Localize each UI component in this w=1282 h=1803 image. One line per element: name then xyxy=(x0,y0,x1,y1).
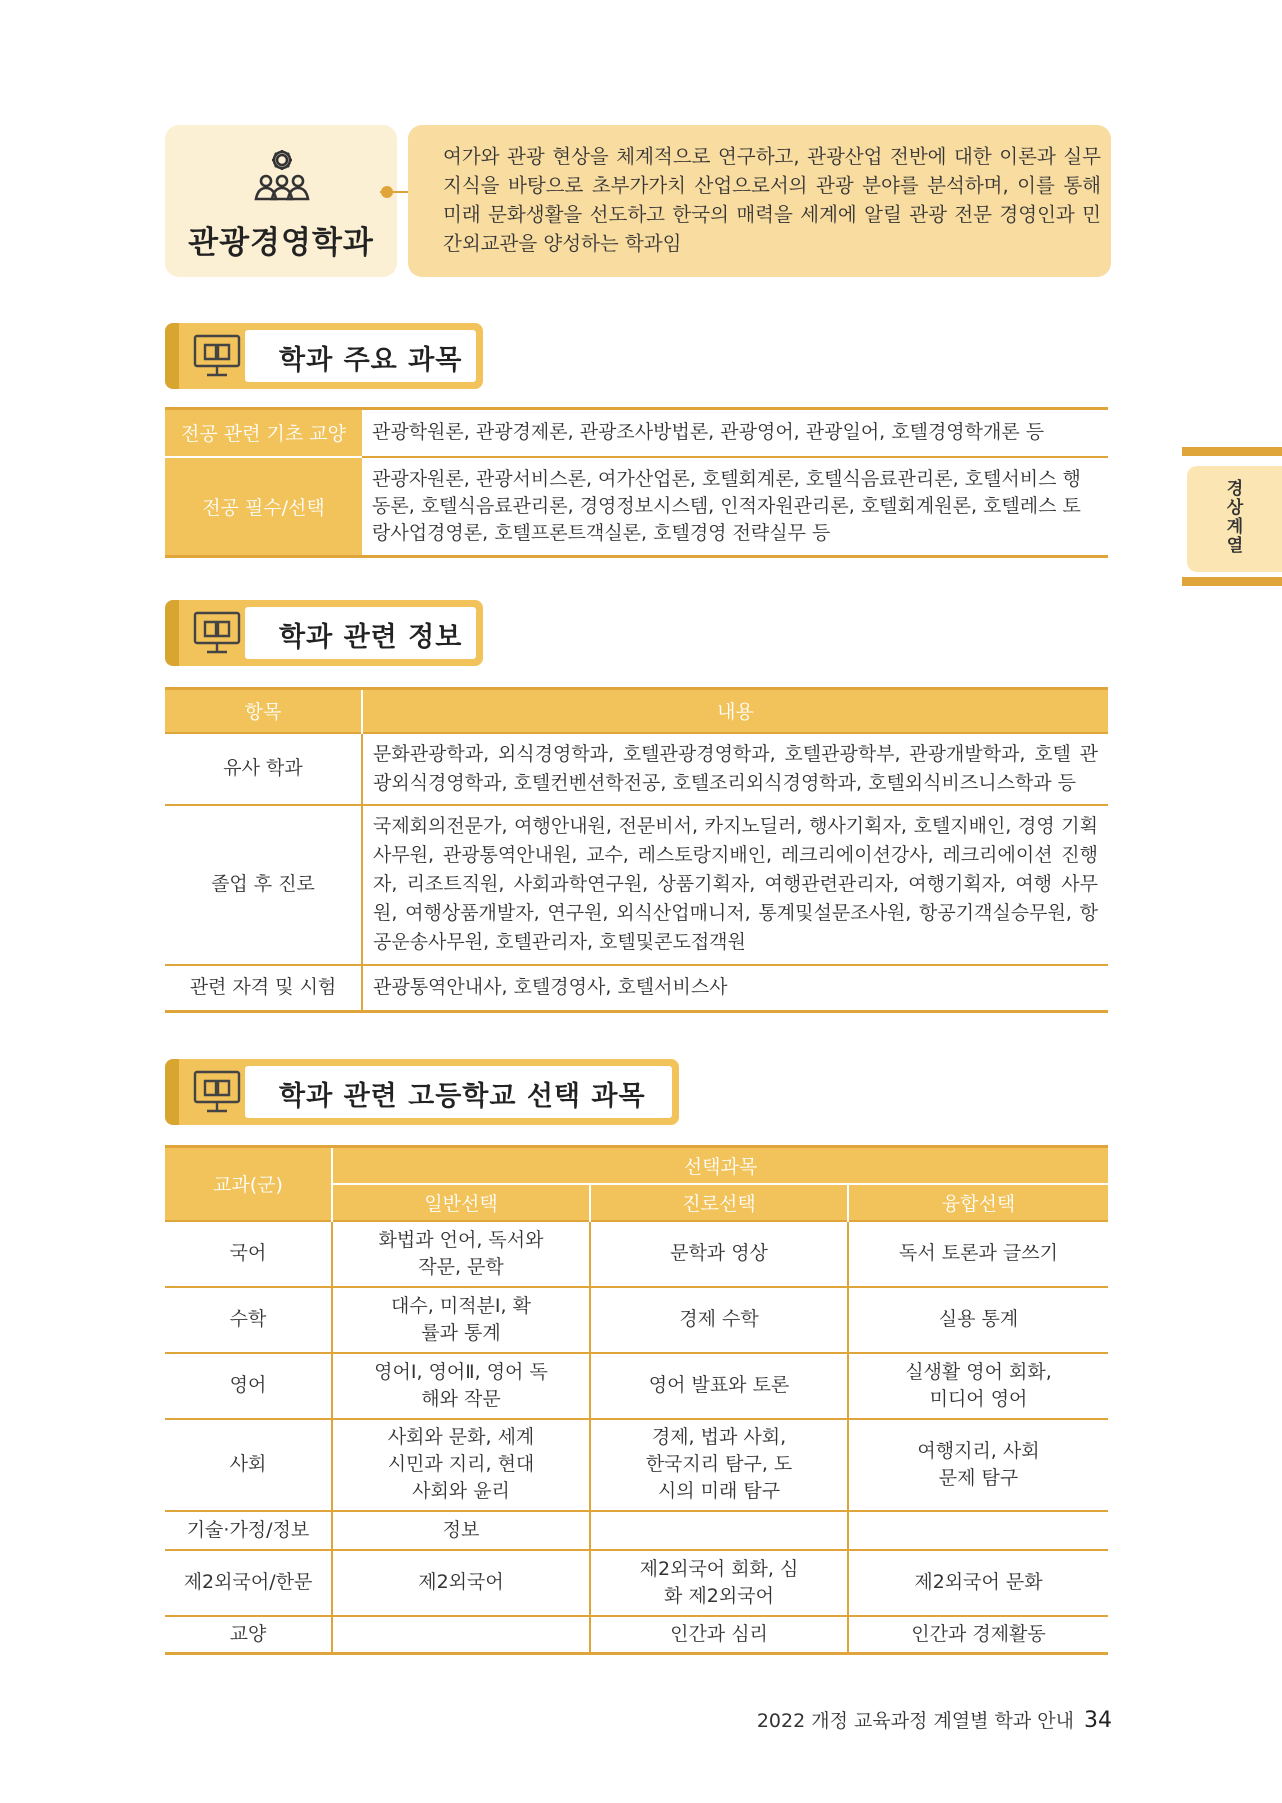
section-header-highschool-courses xyxy=(165,1059,679,1125)
table-row xyxy=(165,733,1108,805)
section-header-related-info xyxy=(165,600,483,666)
subject-cell: 사회 xyxy=(165,1419,332,1511)
subject-cell: 교양 xyxy=(165,1616,332,1654)
monitor-book-icon xyxy=(192,1069,242,1115)
department-description: 여가와 관광 현상을 체계적으로 연구하고, 관광산업 전반에 대한 이론과 실무 지식을 바탕으로 초부가가치 산업으로서의 관광 분야를 분석하며, 이를 통해 미래 문화생활을 선도하고 한국의 매력을 세계에 알릴 관광 전문 경영인과 민간외교관을 양성하는 학과임 xyxy=(408,125,1111,277)
gear-people-icon xyxy=(250,147,314,205)
career-cell: 인간과 심리 xyxy=(590,1616,848,1654)
general-cell: 화법과 언어, 독서와 작문, 문학 xyxy=(332,1221,590,1287)
row-label: 유사 학과 xyxy=(165,733,362,805)
related-info-table xyxy=(165,687,1108,1013)
main-courses-table xyxy=(165,407,1108,558)
column-header: 융합선택 xyxy=(848,1184,1108,1221)
page-footer xyxy=(757,1706,1112,1733)
section-title: 학과 관련 정보 xyxy=(279,622,463,653)
career-cell xyxy=(590,1511,848,1550)
row-value: 국제회의전문가, 여행안내원, 전문비서, 카지노딜러, 행사기획자, 호텔지배인, 경영 기획사무원, 관광통역안내원, 교수, 레스토랑지배인, 레크리에이션강사, 레크리에이션 진행자, 리조트직원, 사회과학연구원, 상품기획자, 여행관련관리자, 여행기획자, 여행 사무원, 여행상품개발자, 연구원, 외식산업매니저, 통계및설문조사원, 항공기객실승무원, 항공운송사무원, 호텔관리자, 호텔및콘도접객원 xyxy=(362,805,1108,965)
row-label: 전공 필수/선택 xyxy=(165,457,362,557)
department-name: 관광경영학과 xyxy=(188,225,374,261)
fusion-cell xyxy=(848,1511,1108,1550)
side-tab-bar xyxy=(1182,577,1282,586)
row-value: 관광자원론, 관광서비스론, 여가산업론, 호텔회계론, 호텔식음료관리론, 호텔서비스 행동론, 호텔식음료관리론, 경영정보시스템, 인적자원관리론, 호텔회계원론, 호텔레스 토랑사업경영론, 호텔프론트객실론, 호텔경영 전략실무 등 xyxy=(362,457,1108,557)
table-row xyxy=(165,1353,1108,1419)
fusion-cell: 여행지리, 사회문제 탐구 xyxy=(848,1419,1108,1511)
column-group-header: 선택과목 xyxy=(332,1147,1108,1184)
row-value: 문화관광학과, 외식경영학과, 호텔관광경영학과, 호텔관광학부, 관광개발학과, 호텔 관광외식경영학과, 호텔컨벤션학전공, 호텔조리외식경영학과, 호텔외식비즈니스학과 등 xyxy=(362,733,1108,805)
side-tab xyxy=(1187,466,1282,572)
general-cell: 사회와 문화, 세계시민과 지리, 현대사회와 윤리 xyxy=(332,1419,590,1511)
fusion-cell: 제2외국어 문화 xyxy=(848,1550,1108,1616)
subject-cell: 국어 xyxy=(165,1221,332,1287)
fusion-cell: 실생활 영어 회화, 미디어 영어 xyxy=(848,1353,1108,1419)
table-header-row xyxy=(165,689,1108,733)
row-label: 졸업 후 진로 xyxy=(165,805,362,965)
table-header-row xyxy=(165,1147,1108,1184)
footer-text: 2022 개정 교육과정 계열별 학과 안내 xyxy=(756,1710,1074,1732)
table-row xyxy=(165,1419,1108,1511)
table-row xyxy=(165,1550,1108,1616)
table-row xyxy=(165,965,1108,1012)
section-title: 학과 주요 과목 xyxy=(279,345,463,376)
general-cell: 제2외국어 xyxy=(332,1550,590,1616)
column-header: 내용 xyxy=(362,689,1108,733)
connector-dot xyxy=(381,186,393,198)
row-value: 관광통역안내사, 호텔경영사, 호텔서비스사 xyxy=(362,965,1108,1012)
career-cell: 경제, 법과 사회, 한국지리 탐구, 도시의 미래 탐구 xyxy=(590,1419,848,1511)
general-cell: 영어Ⅰ, 영어Ⅱ, 영어 독해와 작문 xyxy=(332,1353,590,1419)
row-label: 관련 자격 및 시험 xyxy=(165,965,362,1012)
career-cell: 문학과 영상 xyxy=(590,1221,848,1287)
general-cell: 정보 xyxy=(332,1511,590,1550)
subject-cell: 영어 xyxy=(165,1353,332,1419)
general-cell xyxy=(332,1616,590,1654)
subject-cell: 수학 xyxy=(165,1287,332,1353)
column-header: 항목 xyxy=(165,689,362,733)
table-row xyxy=(165,1616,1108,1654)
fusion-cell: 인간과 경제활동 xyxy=(848,1616,1108,1654)
table-row xyxy=(165,409,1108,457)
table-row xyxy=(165,805,1108,965)
side-tab-bar xyxy=(1182,447,1282,456)
column-header: 진로선택 xyxy=(590,1184,848,1221)
column-header: 교과(군) xyxy=(165,1147,332,1221)
career-cell: 경제 수학 xyxy=(590,1287,848,1353)
monitor-book-icon xyxy=(192,333,242,379)
monitor-book-icon xyxy=(192,610,242,656)
table-row xyxy=(165,1221,1108,1287)
column-header: 일반선택 xyxy=(332,1184,590,1221)
table-row xyxy=(165,1511,1108,1550)
subject-cell: 기술·가정/정보 xyxy=(165,1511,332,1550)
highschool-courses-table xyxy=(165,1145,1108,1655)
table-row xyxy=(165,457,1108,557)
section-header-main-courses xyxy=(165,323,483,389)
table-row xyxy=(165,1287,1108,1353)
career-cell: 영어 발표와 토론 xyxy=(590,1353,848,1419)
page-number: 34 xyxy=(1084,1708,1112,1733)
side-tab-label: 경상계열 xyxy=(1226,479,1244,556)
row-value: 관광학원론, 관광경제론, 관광조사방법론, 관광영어, 관광일어, 호텔경영학개론 등 xyxy=(372,421,1045,444)
fusion-cell: 독서 토론과 글쓰기 xyxy=(848,1221,1108,1287)
subject-cell: 제2외국어/한문 xyxy=(165,1550,332,1616)
fusion-cell: 실용 통계 xyxy=(848,1287,1108,1353)
general-cell: 대수, 미적분Ⅰ, 확률과 통계 xyxy=(332,1287,590,1353)
row-label: 전공 관련 기초 교양 xyxy=(165,409,362,457)
section-title: 학과 관련 고등학교 선택 과목 xyxy=(279,1081,646,1112)
department-card xyxy=(165,125,397,277)
career-cell: 제2외국어 회화, 심화 제2외국어 xyxy=(590,1550,848,1616)
